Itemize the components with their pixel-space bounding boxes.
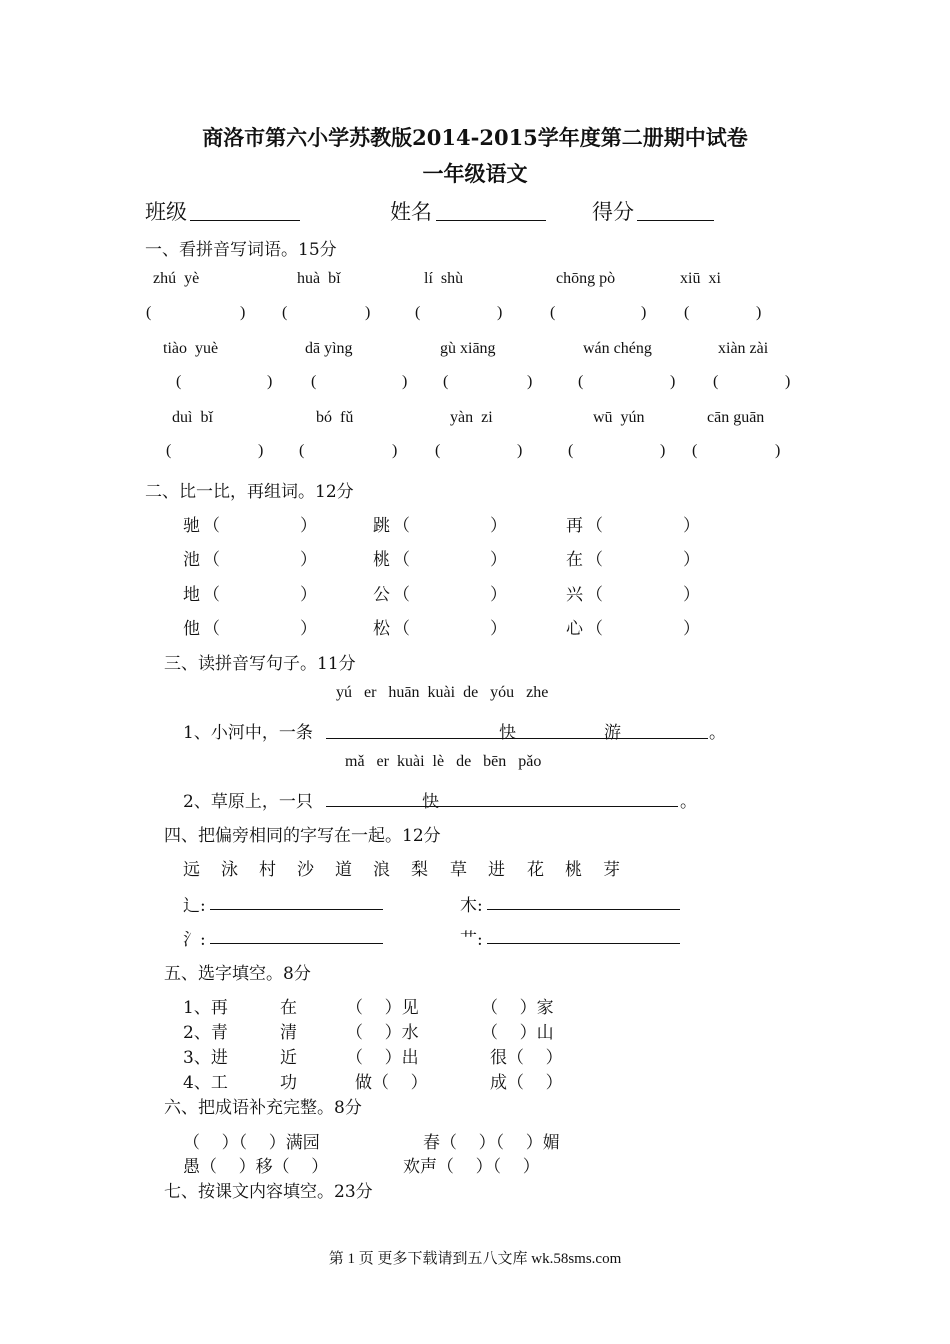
paren-open: ( xyxy=(443,373,449,390)
paren-close: ） xyxy=(300,619,317,639)
paren-close: ) xyxy=(517,442,523,459)
sentence-1-prefix: 1、小河中，一条 xyxy=(183,723,313,743)
section-7-heading: 七、按课文内容填空。23分 xyxy=(164,1182,373,1202)
paren-close: ） xyxy=(683,550,700,570)
sentence-1-kuai: 快 xyxy=(499,723,516,743)
paren-open: ( xyxy=(550,304,556,321)
radical-label-shui: 氵: xyxy=(183,930,206,950)
paren-open: ( xyxy=(435,442,441,459)
paren-open: ( xyxy=(713,373,719,390)
choice-blank-2: （ ）家 xyxy=(481,998,554,1018)
choice-word-a: 2、青 xyxy=(183,1023,228,1043)
radical-blank-shui[interactable] xyxy=(210,943,383,944)
compare-char: 池 xyxy=(183,550,200,570)
paren-open: ( xyxy=(692,442,698,459)
char-item: 浪 xyxy=(373,860,390,880)
pinyin-item: duì bǐ xyxy=(172,409,213,426)
paren-open: （ xyxy=(393,585,410,605)
paren-close: ) xyxy=(775,442,781,459)
paren-close: ） xyxy=(490,516,507,536)
paren-open: ( xyxy=(311,373,317,390)
paren-open: ( xyxy=(684,304,690,321)
idiom-4: 欢声（ ）（ ） xyxy=(403,1157,540,1177)
paren-open: （ xyxy=(586,550,603,570)
page-subtitle: 一年级语文 xyxy=(422,161,528,186)
score-label: 得分 xyxy=(592,200,634,224)
section-5-heading: 五、选字填空。8分 xyxy=(164,964,311,984)
choice-blank-2: （ ）山 xyxy=(481,1023,554,1043)
paren-open: ( xyxy=(415,304,421,321)
compare-char: 松 xyxy=(373,619,390,639)
pinyin-item: yàn zi xyxy=(450,409,493,426)
name-field[interactable] xyxy=(436,220,546,221)
paren-close: ) xyxy=(240,304,246,321)
char-item: 桃 xyxy=(565,860,582,880)
sentence-2-kuai: 快 xyxy=(422,792,439,812)
paren-open: （ xyxy=(203,516,220,536)
class-label: 班级 xyxy=(145,200,187,224)
radical-blank-chuo[interactable] xyxy=(210,909,383,910)
choice-blank-1: （ ）水 xyxy=(346,1023,419,1043)
paren-close: ) xyxy=(756,304,762,321)
paren-open: （ xyxy=(586,585,603,605)
choice-word-a: 4、工 xyxy=(183,1073,228,1093)
radical-label-cao: 艹: xyxy=(460,930,483,950)
paren-open: （ xyxy=(393,550,410,570)
compare-char: 他 xyxy=(183,619,200,639)
paren-close: ） xyxy=(300,550,317,570)
sentence-2-blank[interactable] xyxy=(326,806,678,807)
paren-close: ) xyxy=(258,442,264,459)
paren-close: ) xyxy=(670,373,676,390)
compare-char: 跳 xyxy=(373,516,390,536)
paren-close: ） xyxy=(490,585,507,605)
paren-open: ( xyxy=(282,304,288,321)
paren-open: （ xyxy=(393,619,410,639)
sentence-2-pinyin: mǎ er kuài lè de bēn pǎo xyxy=(345,753,542,770)
pinyin-item: lí shù xyxy=(424,270,464,287)
choice-word-b: 在 xyxy=(280,998,297,1018)
pinyin-item: chōng pò xyxy=(556,270,616,287)
choice-word-a: 1、再 xyxy=(183,998,228,1018)
paren-close: ) xyxy=(785,373,791,390)
sentence-2-prefix: 2、草原上，一只 xyxy=(183,792,313,812)
idiom-3: 愚（ ）移（ ） xyxy=(183,1157,329,1177)
compare-char: 在 xyxy=(566,550,583,570)
idiom-1: （ ）（ ）满园 xyxy=(183,1133,320,1153)
choice-blank-1: （ ）见 xyxy=(346,998,419,1018)
paren-open: ( xyxy=(166,442,172,459)
choice-word-b: 清 xyxy=(280,1023,297,1043)
choice-blank-1: 做（ ） xyxy=(355,1073,428,1093)
paren-close: ) xyxy=(365,304,371,321)
pinyin-item: wán chéng xyxy=(583,340,652,357)
radical-label-chuo: 辶: xyxy=(183,896,206,916)
choice-blank-2: 成（ ） xyxy=(490,1073,563,1093)
compare-char: 地 xyxy=(183,585,200,605)
section-2-heading: 二、比一比，再组词。12分 xyxy=(145,482,354,502)
compare-char: 驰 xyxy=(183,516,200,536)
page-footer: 第 1 页 更多下载请到五八文库 wk.58sms.com xyxy=(328,1251,622,1267)
paren-close: ） xyxy=(683,516,700,536)
paren-open: （ xyxy=(586,619,603,639)
sentence-1-pinyin: yú er huān kuài de yóu zhe xyxy=(336,684,549,701)
char-item: 芽 xyxy=(603,860,620,880)
paren-open: （ xyxy=(203,550,220,570)
sentence-1-you: 游 xyxy=(604,723,621,743)
paren-close: ) xyxy=(497,304,503,321)
pinyin-item: cān guān xyxy=(707,409,765,426)
char-item: 道 xyxy=(335,860,352,880)
section-6-heading: 六、把成语补充完整。8分 xyxy=(164,1098,362,1118)
paren-open: ( xyxy=(578,373,584,390)
paren-close: ） xyxy=(300,585,317,605)
paren-close: ) xyxy=(267,373,273,390)
paren-close: ) xyxy=(527,373,533,390)
paren-open: （ xyxy=(393,516,410,536)
score-field[interactable] xyxy=(637,220,714,221)
pinyin-item: wū yún xyxy=(593,409,645,426)
sentence-1-end: 。 xyxy=(709,723,726,743)
radical-blank-cao[interactable] xyxy=(487,943,680,944)
paren-close: ） xyxy=(683,619,700,639)
section-3-heading: 三、读拼音写句子。11分 xyxy=(164,654,356,674)
choice-word-b: 功 xyxy=(280,1073,297,1093)
compare-char: 公 xyxy=(373,585,390,605)
char-item: 草 xyxy=(450,860,467,880)
paren-open: ( xyxy=(146,304,152,321)
paren-close: ) xyxy=(402,373,408,390)
paren-open: （ xyxy=(203,619,220,639)
pinyin-item: zhú yè xyxy=(153,270,200,287)
char-item: 远 xyxy=(183,860,200,880)
idiom-2: 春（ ）（ ）媚 xyxy=(423,1133,560,1153)
pinyin-item: dā yìng xyxy=(305,340,353,357)
choice-blank-1: （ ）出 xyxy=(346,1048,419,1068)
paren-close: ） xyxy=(300,516,317,536)
char-item: 梨 xyxy=(411,860,428,880)
pinyin-item: gù xiāng xyxy=(440,340,496,357)
radical-blank-mu[interactable] xyxy=(487,909,680,910)
sentence-2-end: 。 xyxy=(680,792,697,812)
compare-char: 兴 xyxy=(566,585,583,605)
sentence-1-blank[interactable] xyxy=(326,738,708,739)
section-1-heading: 一、看拼音写词语。15分 xyxy=(145,240,337,260)
class-field[interactable] xyxy=(190,220,300,221)
paren-close: ) xyxy=(660,442,666,459)
pinyin-item: huà bǐ xyxy=(297,270,341,287)
compare-char: 再 xyxy=(566,516,583,536)
paren-open: （ xyxy=(586,516,603,536)
char-item: 进 xyxy=(488,860,505,880)
choice-blank-2: 很（ ） xyxy=(490,1048,563,1068)
paren-open: ( xyxy=(568,442,574,459)
pinyin-item: xiū xi xyxy=(680,270,721,287)
name-label: 姓名 xyxy=(390,200,432,224)
pinyin-item: xiàn zài xyxy=(718,340,769,357)
page-title: 商洛市第六小学苏教版2014-2015学年度第二册期中试卷 xyxy=(202,125,748,150)
pinyin-item: tiào yuè xyxy=(163,340,219,357)
paren-open: （ xyxy=(203,585,220,605)
paren-close: ） xyxy=(490,550,507,570)
radical-label-mu: 木: xyxy=(460,896,483,916)
paren-close: ) xyxy=(641,304,647,321)
char-item: 村 xyxy=(259,860,276,880)
char-item: 沙 xyxy=(297,860,314,880)
pinyin-item: bó fǔ xyxy=(316,409,354,426)
char-item: 泳 xyxy=(221,860,238,880)
paren-close: ) xyxy=(392,442,398,459)
choice-word-b: 近 xyxy=(280,1048,297,1068)
paren-close: ） xyxy=(490,619,507,639)
compare-char: 桃 xyxy=(373,550,390,570)
char-item: 花 xyxy=(527,860,544,880)
paren-open: ( xyxy=(176,373,182,390)
choice-word-a: 3、进 xyxy=(183,1048,228,1068)
compare-char: 心 xyxy=(566,619,583,639)
section-4-heading: 四、把偏旁相同的字写在一起。12分 xyxy=(164,826,441,846)
paren-open: ( xyxy=(299,442,305,459)
paren-close: ） xyxy=(683,585,700,605)
